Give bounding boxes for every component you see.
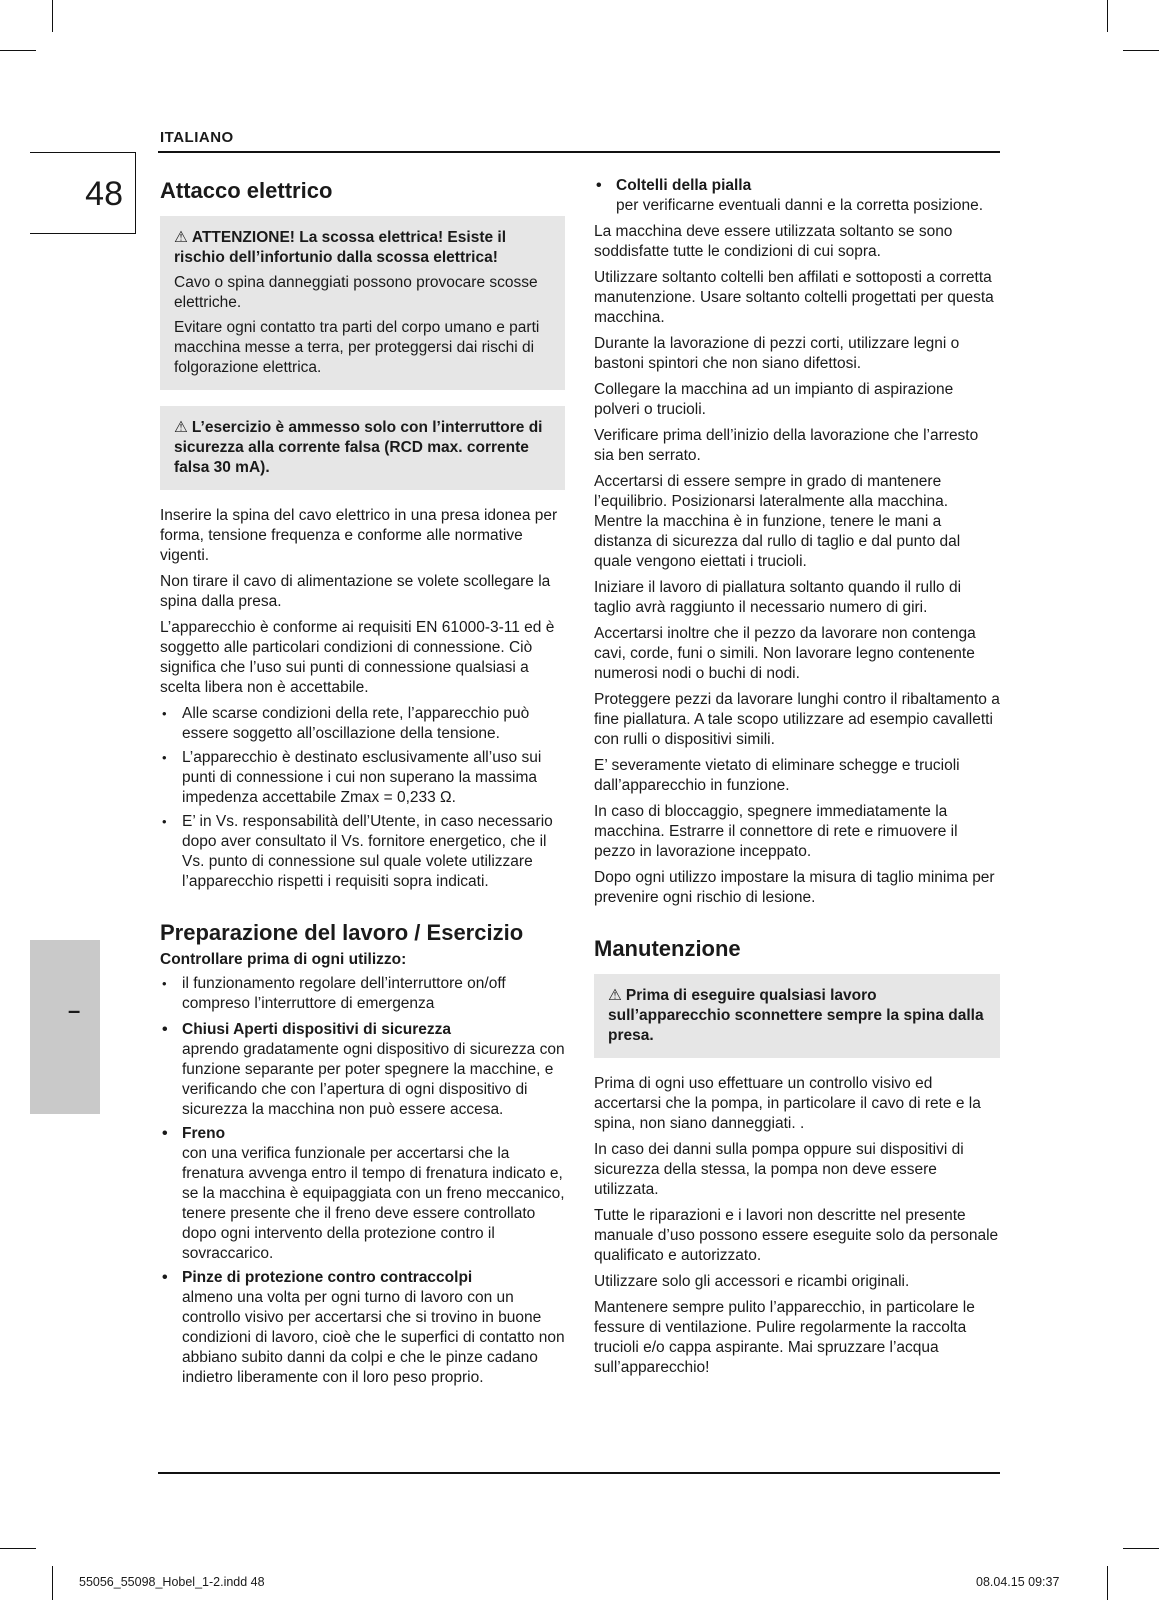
list-item-planer-blades	[594, 176, 1000, 216]
paragraph: L’apparecchio è conforme ai requisiti EN 61000-3-11 ed è soggetto alle particolari condizioni di connessione. Ciò significa che l’uso sui punti di connessione qualsiasi a scelta libera non è accettabile.	[160, 619, 555, 696]
paragraph: Verificare prima dell’inizio della lavorazione che l’arresto sia ben serrato.	[594, 427, 979, 464]
paragraph: In caso di bloccaggio, spegnere immediatamente la macchina. Estrarre il connettore di rete e rimuovere il pezzo in lavorazione inceppato.	[594, 803, 958, 860]
warning-title	[608, 986, 986, 1046]
page-number: 48	[85, 175, 123, 213]
list-item: • L’apparecchio è destinato esclusivamente all’uso sui punti di connessione i cui non superano la massima impedenza accettabile Zmax = 0,233 Ω.	[160, 748, 565, 808]
paragraph: Iniziare il lavoro di piallatura soltanto quando il rullo di taglio avrà raggiunto il necessario numero di giri.	[594, 579, 962, 616]
paragraph: Proteggere pezzi da lavorare lunghi contro il ribaltamento a fine piallatura. A tale scopo utilizzare ad esempio cavalletti con rulli o dispositivi simili.	[594, 691, 1000, 748]
section-language-label: ITALIANO	[160, 129, 234, 146]
footer-date: 08.04.15 09:37	[976, 1575, 1060, 1589]
heading-manutenzione: Manutenzione	[594, 936, 741, 961]
warning-title-text: Prima di eseguire qualsiasi lavoro sull’apparecchio sconnettere sempre la spina dalla presa.	[608, 987, 984, 1044]
crop-mark	[52, 0, 53, 32]
heading-preparazione: Preparazione del lavoro / Esercizio	[160, 920, 524, 945]
subheading-controllare: Controllare prima di ogni utilizzo:	[160, 951, 407, 968]
item-text: con una verifica funzionale per accertarsi che la frenatura avvenga entro il tempo di frenatura indicato e, se la macchina è equipaggiata con un freno meccanico, tenere presente che il freno deve essere controllato dopo ogni intervento della protezione contro il sovraccarico.	[182, 1145, 565, 1262]
list-item: • E’ in Vs. responsabilità dell’Utente, in caso necessario dopo aver consultato il Vs. fornitore energetico, che il Vs. punto di connessione sul quale volete utilizzare l’apparecchio rispetti i requisiti sopra indicati.	[160, 812, 565, 892]
paragraph: Mantenere sempre pulito l’apparecchio, in particolare le fessure di ventilazione. Pulire regolarmente la raccolta trucioli e/o cappa aspirante. Mai spruzzare l’acqua sull’apparecchio!	[594, 1299, 975, 1376]
item-title: • Chiusi Aperti dispositivi di sicurezza	[182, 1021, 452, 1038]
paragraph: In caso dei danni sulla pompa oppure sui dispositivi di sicurezza della stessa, la pompa non deve essere utilizzata.	[594, 1141, 964, 1198]
paragraph: Utilizzare soltanto coltelli ben affilati e sottoposti a corretta manutenzione. Usare soltanto coltelli progettati per questa macchina.	[594, 269, 994, 326]
paragraph: Prima di ogni uso effettuare un controllo visivo ed accertarsi che la pompa, in particolare il cavo di rete e la spina, non siano danneggiati. .	[594, 1075, 981, 1132]
paragraph: Collegare la macchina ad un impianto di aspirazione polveri o trucioli.	[594, 381, 954, 418]
item-title: • Freno	[182, 1125, 226, 1142]
side-tab-label: –	[68, 998, 81, 1023]
list-item-safety-devices	[160, 1020, 565, 1120]
paragraph: Durante la lavorazione di pezzi corti, utilizzare legni o bastoni spintori che non siano difettosi.	[594, 335, 960, 372]
list-item: • Alle scarse condizioni della rete, l’apparecchio può essere soggetto all’oscillazione della tensione.	[160, 704, 565, 744]
crop-mark	[1123, 50, 1159, 51]
left-column	[160, 176, 565, 1394]
bullet-list-grid	[160, 704, 565, 892]
crop-mark	[1107, 1566, 1108, 1600]
footer-filename: 55056_55098_Hobel_1-2.indd 48	[79, 1575, 265, 1589]
item-text: almeno una volta per ogni turno di lavoro con un controllo visivo per accertarsi che si trovino in buone condizioni di lavoro, cioè che le superfici di contatto non abbiano subito danni da colpi e che le pinze cadano indietro liberamente con il loro peso proprio.	[182, 1289, 565, 1386]
paragraph: Utilizzare solo gli accessori e ricambi originali.	[594, 1273, 910, 1290]
paragraph: Accertarsi di essere sempre in grado di mantenere l’equilibrio. Posizionarsi lateralmente alla macchina. Mentre la macchina è in funzione, tenere le mani a distanza di sicurezza dal rullo di taglio e dal punto dal quale vengono eiettati i trucioli.	[594, 473, 961, 570]
item-title: • Coltelli della pialla	[616, 177, 752, 194]
bullet-list-blades	[594, 176, 1000, 216]
paragraph: Accertarsi inoltre che il pezzo da lavorare non contenga cavi, corde, funi o simili. Non lavorare legno contenente numerosi nodi o buchi di nodi.	[594, 625, 976, 682]
bullet-list-checks-bold	[160, 1020, 565, 1388]
side-tab	[30, 940, 100, 1114]
warning-text: Cavo o spina danneggiati possono provocare scosse elettriche.	[174, 274, 538, 311]
paragraph: E’ severamente vietato di eliminare schegge e trucioli dall’apparecchio in funzione.	[594, 757, 960, 794]
paragraph: Dopo ogni utilizzo impostare la misura di taglio minima per prevenire ogni rischio di lesione.	[594, 869, 995, 906]
crop-mark	[1123, 1548, 1159, 1549]
paragraph: La macchina deve essere utilizzata soltanto se sono soddisfatte tutte le condizioni di cui sopra.	[594, 223, 953, 260]
paragraph: Non tirare il cavo di alimentazione se volete scollegare la spina dalla presa.	[160, 573, 551, 610]
bottom-rule	[158, 1472, 1000, 1474]
crop-mark	[1107, 0, 1108, 32]
crop-mark	[0, 50, 36, 51]
warning-text: Evitare ogni contatto tra parti del corpo umano e parti macchina messe a terra, per proteggersi dai rischi di folgorazione elettrica.	[174, 319, 540, 376]
top-rule	[158, 151, 1000, 153]
crop-mark	[52, 1566, 53, 1600]
warning-triangle-icon: ⚠	[174, 229, 188, 246]
warning-box-maintenance	[594, 974, 1000, 1058]
list-item: • il funzionamento regolare dell’interruttore on/off compreso l’interruttore di emergenza	[160, 974, 565, 1014]
list-item-brake	[160, 1124, 565, 1264]
item-title: • Pinze di protezione contro contraccolpi	[182, 1269, 473, 1286]
warning-box-rcd	[160, 406, 565, 490]
page-number-box	[30, 152, 136, 234]
paragraph: Tutte le riparazioni e i lavori non descritte nel presente manuale d’uso possono essere eseguite solo da personale qualificato e autorizzato.	[594, 1207, 999, 1264]
warning-box-electric-shock	[160, 216, 565, 390]
warning-triangle-icon: ⚠	[608, 987, 622, 1004]
item-text: per verificarne eventuali danni e la corretta posizione.	[616, 197, 984, 214]
heading-attacco-elettrico: Attacco elettrico	[160, 178, 333, 203]
crop-mark	[0, 1548, 36, 1549]
right-column	[594, 176, 1000, 1384]
warning-title-text: ATTENZIONE! La scossa elettrica! Esiste il rischio dell’infortunio dalla scossa elettrica!	[174, 229, 507, 266]
list-item-kickback-pawls	[160, 1268, 565, 1388]
paragraph: Inserire la spina del cavo elettrico in una presa idonea per forma, tensione frequenza e conforme alle normative vigenti.	[160, 507, 558, 564]
item-text: aprendo gradatamente ogni dispositivo di sicurezza con funzione separante per poter spegnere la macchine, e verificando che con l’apertura di ogni dispositivo di sicurezza la macchina non può essere accesa.	[182, 1041, 565, 1118]
warning-title	[174, 228, 551, 268]
warning-title-text: L’esercizio è ammesso solo con l’interruttore di sicurezza alla corrente falsa (RCD max. corrente falsa 30 mA).	[174, 419, 543, 476]
bullet-list-checks	[160, 974, 565, 1014]
warning-triangle-icon: ⚠	[174, 419, 188, 436]
warning-title	[174, 418, 551, 478]
